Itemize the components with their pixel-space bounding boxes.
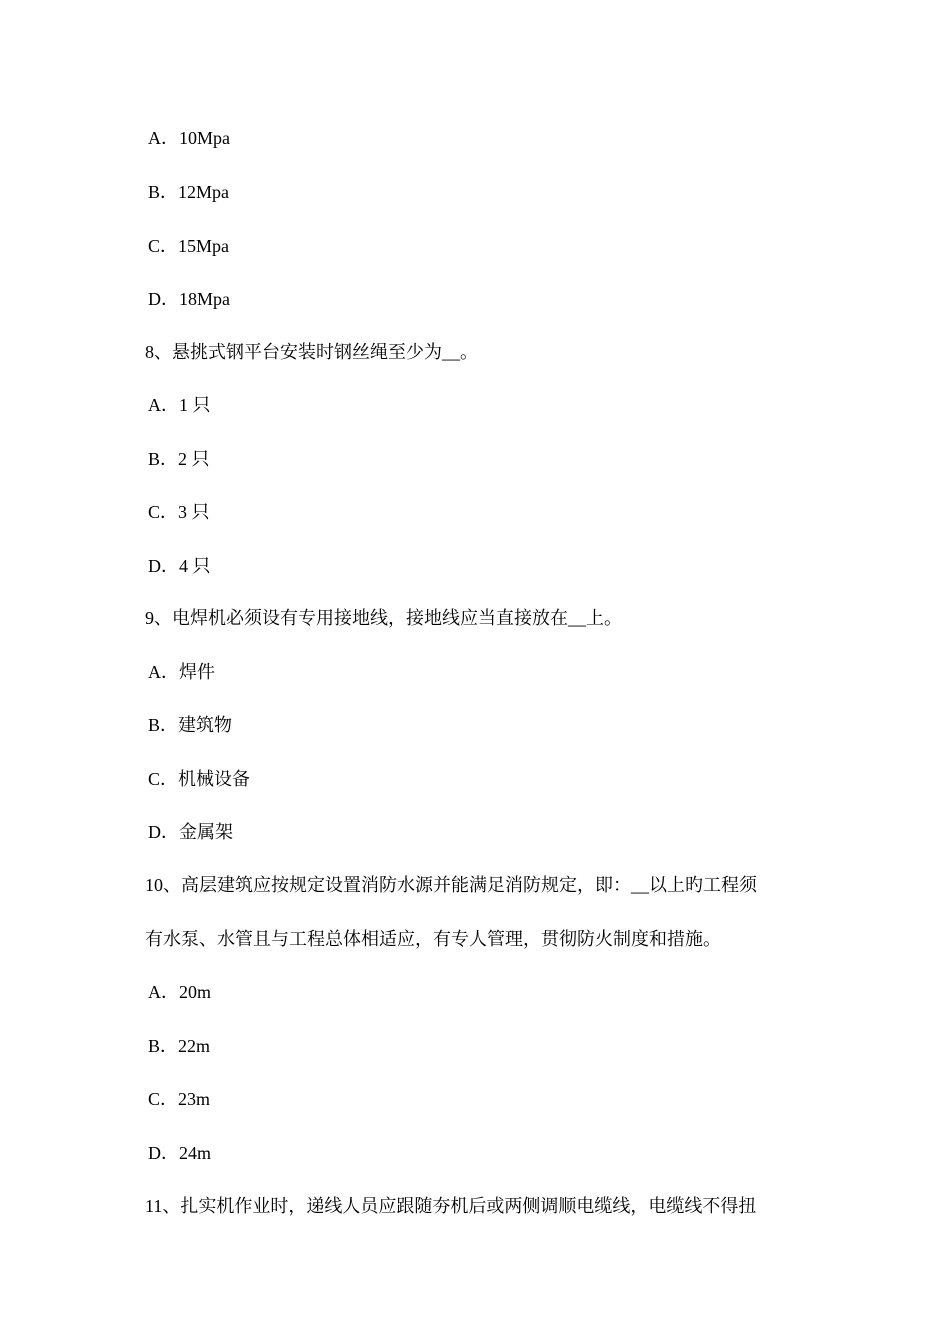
q8-text: 8、悬挑式钢平台安装时钢丝绳至少为__。 (145, 342, 478, 362)
q10-option-c: C．23m (148, 1089, 211, 1109)
q8-option-c: C．3 只 (148, 502, 210, 522)
q9-text: 9、电焊机必须设有专用接地线，接地线应当直接放在__上。 (145, 608, 622, 628)
q8-option-d: D．4 只 (148, 556, 211, 576)
q10-text-line2: 有水泵、水管且与工程总体相适应，有专人管理，贯彻防火制度和措施。 (145, 929, 721, 949)
q9-option-a: A．焊件 (148, 662, 215, 682)
q7-option-a: A．10Mpa (148, 128, 230, 148)
q10-option-d: D．24m (148, 1143, 211, 1163)
q7-option-c: C．15Mpa (148, 236, 229, 256)
q8-option-b: B．2 只 (148, 449, 210, 469)
q8-option-a: A．1 只 (148, 395, 211, 415)
q10-text-line1: 10、高层建筑应按规定设置消防水源并能满足消防规定，即：__以上旳工程须 (145, 875, 757, 895)
q9-option-c: C．机械设备 (148, 769, 251, 789)
q7-option-d: D．18Mpa (148, 289, 230, 309)
q10-option-a: A．20m (148, 982, 211, 1002)
q10-option-b: B．22m (148, 1036, 211, 1056)
q9-option-d: D．金属架 (148, 822, 233, 842)
q9-option-b: B．建筑物 (148, 715, 233, 735)
q11-text-line1: 11、扎实机作业时，递线人员应跟随夯机后或两侧调顺电缆线，电缆线不得扭 (145, 1196, 757, 1216)
q7-option-b: B．12Mpa (148, 182, 229, 202)
